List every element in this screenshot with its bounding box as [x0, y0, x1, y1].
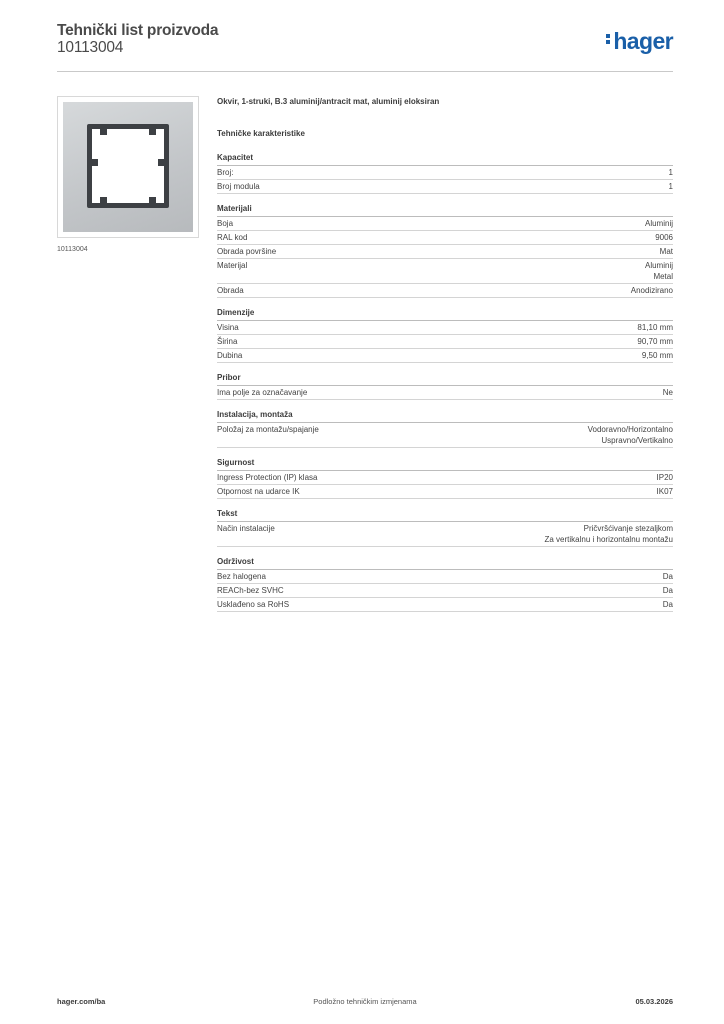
document-title: Tehnički list proizvoda	[57, 22, 219, 39]
spec-label: Visina	[217, 323, 239, 332]
spec-value-line: Da	[662, 586, 673, 595]
spec-label: Bez halogena	[217, 572, 266, 581]
frame-clip	[149, 197, 156, 204]
spec-value-line: Anodizirano	[630, 286, 673, 295]
spec-row	[217, 423, 673, 448]
frame-aluminium-plate	[63, 102, 193, 232]
spec-value-line: Aluminij	[644, 219, 673, 228]
spec-row	[217, 245, 673, 259]
frame-clip	[149, 128, 156, 135]
spec-row	[217, 598, 673, 612]
spec-row	[217, 349, 673, 363]
specification-sections	[217, 153, 673, 612]
spec-label: Način instalacije	[217, 524, 275, 533]
spec-label: Ingress Protection (IP) klasa	[217, 473, 318, 482]
spec-value-line: Mat	[659, 247, 673, 256]
hager-logo	[606, 28, 673, 55]
spec-value-line: 9,50 mm	[641, 351, 673, 360]
spec-value-line: IK07	[656, 487, 673, 496]
spec-label: Ima polje za označavanje	[217, 388, 308, 397]
spec-value-line: 9006	[655, 233, 673, 242]
spec-row	[217, 284, 673, 298]
spec-label: Obrada površine	[217, 247, 277, 256]
spec-label: Obrada	[217, 286, 244, 295]
spec-value	[657, 472, 673, 483]
spec-section-title: Pribor	[217, 373, 673, 386]
spec-label: REACh-bez SVHC	[217, 586, 284, 595]
spec-section	[217, 458, 673, 499]
logo-dots-icon	[606, 32, 611, 46]
spec-value-line: Aluminij	[644, 261, 673, 270]
spec-value	[663, 599, 673, 610]
spec-section	[217, 557, 673, 612]
spec-value	[544, 523, 673, 545]
spec-row	[217, 231, 673, 245]
spec-value	[663, 387, 673, 398]
spec-value	[669, 167, 673, 178]
spec-section-title: Kapacitet	[217, 153, 673, 166]
spec-label: RAL kod	[217, 233, 248, 242]
spec-label: Broj:	[217, 168, 234, 177]
spec-section-title: Održivost	[217, 557, 673, 570]
spec-section	[217, 509, 673, 547]
footer-notice: Podložno tehničkim izmjenama	[313, 997, 417, 1006]
spec-value-line: Za vertikalnu i horizontalnu montažu	[544, 535, 673, 544]
spec-label: Boja	[217, 219, 234, 228]
spec-value-line: Da	[662, 600, 673, 609]
image-caption: 10113004	[57, 246, 88, 253]
frame-clip	[158, 159, 165, 166]
spec-row	[217, 259, 673, 284]
spec-row	[217, 180, 673, 194]
footer-date: 05.03.2026	[635, 997, 673, 1006]
spec-label: Širina	[217, 337, 238, 346]
spec-section-title: Dimenzije	[217, 308, 673, 321]
spec-label: Materijal	[217, 261, 248, 270]
spec-value-line: Pričvršćivanje stezaljkom	[583, 524, 673, 533]
frame-clip	[100, 197, 107, 204]
spec-value	[663, 585, 673, 596]
spec-section	[217, 308, 673, 363]
product-code: 10113004	[57, 39, 124, 56]
document-header	[57, 20, 673, 70]
frame-anthracite-insert	[87, 124, 169, 208]
spec-value-line: IP20	[656, 473, 673, 482]
frame-clip	[100, 128, 107, 135]
spec-value-line: Uspravno/Vertikalno	[601, 436, 673, 445]
spec-section-title: Tekst	[217, 509, 673, 522]
spec-value	[637, 336, 673, 347]
spec-value	[663, 571, 673, 582]
spec-row	[217, 485, 673, 499]
spec-row	[217, 386, 673, 400]
spec-value-line: Ne	[662, 388, 673, 397]
frame-clip	[91, 159, 98, 166]
spec-value-line: 1	[668, 182, 673, 191]
spec-row	[217, 584, 673, 598]
spec-row	[217, 335, 673, 349]
specification-content	[217, 97, 673, 612]
product-image	[57, 96, 199, 238]
logo-text: hager	[613, 28, 673, 54]
spec-section	[217, 204, 673, 298]
spec-value	[588, 424, 673, 446]
spec-value	[645, 260, 673, 282]
spec-label: Broj modula	[217, 182, 260, 191]
spec-section	[217, 153, 673, 194]
spec-label: Usklađeno sa RoHS	[217, 600, 290, 609]
spec-row	[217, 166, 673, 180]
spec-label: Dubina	[217, 351, 243, 360]
spec-value-line: Vodoravno/Horizontalno	[587, 425, 673, 434]
spec-value	[657, 486, 673, 497]
spec-section-title: Materijali	[217, 204, 673, 217]
spec-value	[642, 350, 673, 361]
footer-website: hager.com/ba	[57, 997, 106, 1006]
spec-value	[669, 181, 673, 192]
spec-value	[660, 246, 673, 257]
spec-section	[217, 410, 673, 448]
spec-value	[637, 322, 673, 333]
spec-row	[217, 522, 673, 547]
spec-row	[217, 471, 673, 485]
spec-value	[631, 285, 673, 296]
spec-row	[217, 321, 673, 335]
spec-value-line: 90,70 mm	[637, 337, 673, 346]
spec-value-line: Metal	[653, 272, 673, 281]
spec-value	[645, 218, 673, 229]
spec-section-title: Instalacija, montaža	[217, 410, 673, 423]
spec-value-line: Da	[662, 572, 673, 581]
spec-value-line: 81,10 mm	[637, 323, 673, 332]
spec-value-line: 1	[668, 168, 673, 177]
header-divider	[57, 71, 673, 72]
spec-row	[217, 570, 673, 584]
spec-value	[655, 232, 673, 243]
spec-label: Položaj za montažu/spajanje	[217, 425, 319, 434]
spec-label: Otpornost na udarce IK	[217, 487, 300, 496]
spec-section-title: Sigurnost	[217, 458, 673, 471]
spec-section	[217, 373, 673, 400]
technical-characteristics-title: Tehničke karakteristike	[217, 129, 305, 138]
spec-row	[217, 217, 673, 231]
product-description: Okvir, 1-struki, B.3 aluminij/antracit mat, aluminij eloksiran	[217, 97, 440, 106]
